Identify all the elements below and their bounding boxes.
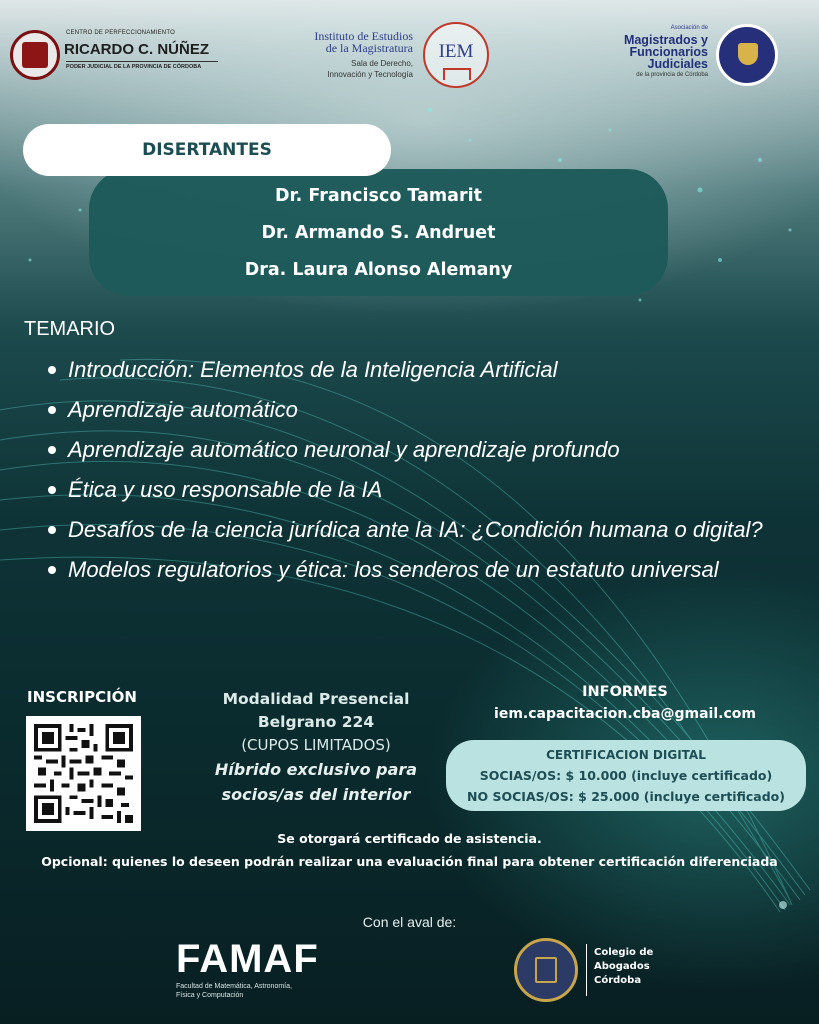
temario-item: Introducción: Elementos de la Inteligencia Artificial xyxy=(68,350,808,390)
colegio-name: Colegio de Abogados Córdoba xyxy=(594,947,654,986)
qr-code[interactable] xyxy=(26,716,141,831)
certificacion-panel xyxy=(446,740,806,811)
amf-name: Magistrados y Funcionarios Judiciales xyxy=(623,33,708,71)
iem-name: Instituto de Estudios de la Magistratura xyxy=(314,29,413,55)
temario-list xyxy=(68,350,808,590)
temario-item: Desafíos de la ciencia jurídica ante la IA: ¿Condición humana o digital? xyxy=(68,510,808,550)
speaker-name: Dr. Francisco Tamarit xyxy=(275,186,482,206)
amf-seal-icon xyxy=(716,24,778,86)
logo-iem xyxy=(300,22,495,88)
colegio-divider xyxy=(586,944,587,996)
aval-label: Con el aval de: xyxy=(362,914,457,930)
colegio-seal-icon xyxy=(514,938,578,1002)
speaker-name: Dra. Laura Alonso Alemany xyxy=(244,260,513,280)
modalidad-address: Belgrano 224 xyxy=(257,713,375,731)
temario-item: Aprendizaje automático neuronal y aprendizaje profundo xyxy=(68,430,808,470)
logo-famaf xyxy=(176,938,346,1008)
ccn-line1: CENTRO DE PERFECCIONAMIENTO xyxy=(66,30,175,36)
temario-heading: TEMARIO xyxy=(24,318,116,340)
certificacion-title: CERTIFICACION DIGITAL xyxy=(546,748,706,762)
amf-sub: de la provincia de Córdoba xyxy=(636,72,708,78)
informes-email-link[interactable]: iem.capacitacion.cba@gmail.com xyxy=(494,706,756,722)
ccn-seal-icon xyxy=(10,30,60,80)
informes-heading: INFORMES xyxy=(582,684,668,700)
qr-code-icon xyxy=(34,724,133,823)
ccn-name: RICARDO C. NÚÑEZ xyxy=(64,41,209,58)
logo-asociacion-magistrados xyxy=(600,22,800,88)
modalidad-hibrido-2: socios/as del interior xyxy=(221,785,411,804)
modalidad-cupos: (CUPOS LIMITADOS) xyxy=(241,736,391,754)
logo-colegio-abogados xyxy=(514,938,684,1004)
price-socias: SOCIAS/OS: $ 10.000 (incluye certificado) xyxy=(479,768,773,783)
modalidad-title: Modalidad Presencial xyxy=(222,690,410,708)
iem-seal-icon: IEM xyxy=(423,22,489,88)
famaf-wordmark: FAMAF xyxy=(176,937,319,981)
temario-item: Modelos regulatorios y ética: los senderos de un estatuto universal xyxy=(68,550,808,590)
disertantes-label: DISERTANTES xyxy=(23,124,391,176)
temario-item: Aprendizaje automático xyxy=(68,390,808,430)
iem-sala: Sala de Derecho, Innovación y Tecnología xyxy=(327,59,413,79)
temario-item: Ética y uso responsable de la IA xyxy=(68,470,808,510)
ccn-line3: PODER JUDICIAL DE LA PROVINCIA DE CÓRDOBA xyxy=(66,64,202,70)
logo-centro-perfeccionamiento xyxy=(10,28,220,84)
famaf-subtitle: Facultad de Matemática, Astronomía, Física y Computación xyxy=(176,983,292,999)
amf-small: Asociación de xyxy=(670,25,708,31)
price-no-socias: NO SOCIAS/OS: $ 25.000 (incluye certificado) xyxy=(467,789,785,804)
inscripcion-heading: INSCRIPCIÓN xyxy=(27,688,137,706)
ccn-divider xyxy=(66,61,218,62)
modalidad-block xyxy=(200,688,432,807)
note-evaluacion: Opcional: quienes lo deseen podrán realizar una evaluación final para obtener certificación diferenciada xyxy=(41,854,778,869)
speaker-name: Dr. Armando S. Andruet xyxy=(261,223,496,243)
note-asistencia: Se otorgará certificado de asistencia. xyxy=(277,831,542,846)
modalidad-hibrido: Híbrido exclusivo para xyxy=(214,760,418,779)
